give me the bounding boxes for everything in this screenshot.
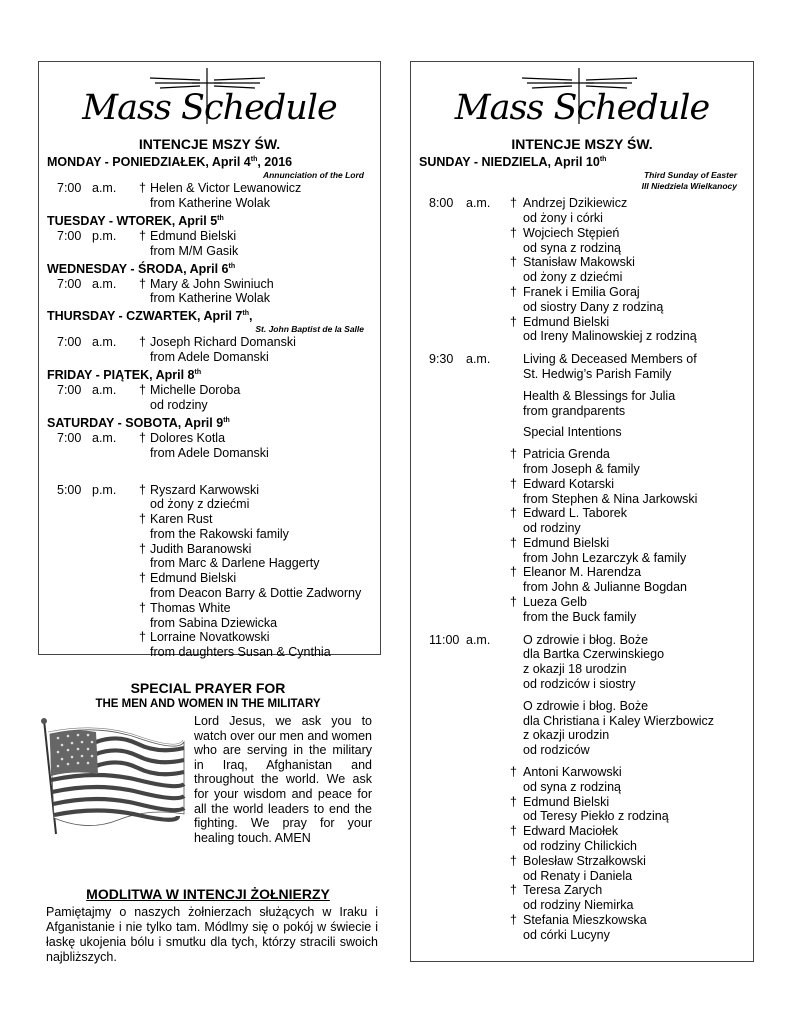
intencje-heading: INTENCJE MSZY ŚW. (511, 136, 653, 152)
mass-ampm: p.m. (92, 228, 117, 243)
intention-text: od rodziców (523, 743, 590, 758)
schedule-line (39, 645, 380, 660)
intention-text: from Deacon Barry & Dottie Zadworny (150, 586, 362, 601)
schedule-line (39, 556, 380, 571)
schedule-line (411, 633, 753, 648)
intention-text: Living & Deceased Members of (523, 352, 697, 367)
schedule-line (411, 315, 753, 330)
intention-text: Joseph Richard Domanski (150, 335, 296, 350)
schedule-line (39, 542, 380, 557)
cross-icon: † (510, 565, 517, 580)
intention-text: Edward Maciołek (523, 824, 619, 839)
modlitwa-title: MODLITWA W INTENCJI ŻOŁNIERZY (86, 886, 330, 902)
schedule-line (411, 824, 753, 839)
cross-icon: † (139, 228, 146, 243)
day-name: WEDNESDAY - ŚRODA, April 6 (47, 261, 229, 276)
cross-icon: † (510, 824, 517, 839)
cross-icon: † (139, 600, 146, 615)
intention-text: from daughters Susan & Cynthia (150, 645, 331, 660)
cross-icon: † (510, 535, 517, 550)
schedule-line (411, 809, 753, 824)
mass-time: 7:00 (57, 335, 82, 350)
intention-text: Michelle Doroba (150, 383, 241, 398)
day-suffix: th (228, 262, 236, 270)
intention-text: Health & Blessings for Julia (523, 388, 676, 403)
day-name: THURSDAY - CZWARTEK, April 7 (47, 309, 243, 324)
schedule-line (39, 512, 380, 527)
intention-text: Edmund Bielski (523, 535, 610, 550)
cross-icon: † (510, 255, 517, 270)
prayer-subtitle: THE MEN AND WOMEN IN THE MILITARY (95, 698, 321, 710)
schedule-line (411, 425, 753, 440)
intention-text: Lueza Gelb (523, 595, 587, 610)
intention-text: from John Lezarczyk & family (523, 550, 687, 565)
day-heading (39, 259, 380, 277)
schedule-line (39, 244, 380, 259)
intention-text: od rodziny (150, 397, 208, 412)
intention-text: Stefania Mieszkowska (523, 913, 647, 928)
intention-text: Wojciech Stępień (523, 225, 620, 240)
intention-text: Judith Baranowski (150, 541, 252, 556)
schedule-line (411, 869, 753, 884)
day-name: FRIDAY - PIĄTEK, April 8 (47, 368, 195, 383)
cross-icon: † (139, 482, 146, 497)
schedule-line (39, 630, 380, 645)
mass-ampm: a.m. (92, 181, 117, 196)
sunday-schedule (411, 196, 753, 942)
intention-text: od Teresy Piekło z rodziną (523, 809, 669, 824)
intention-text: dla Christiana i Kaley Wierzbowicz (523, 713, 715, 728)
schedule-line (39, 196, 380, 211)
intention-text: od rodziny Niemirka (523, 898, 634, 913)
schedule-line (411, 795, 753, 810)
intention-text: od Ireny Malinowskiej z rodziną (523, 329, 697, 344)
schedule-line (411, 647, 753, 662)
intention-text: O zdrowie i błog. Boże (523, 632, 649, 647)
schedule-line (411, 536, 753, 551)
schedule-line (411, 404, 753, 419)
schedule-line (411, 506, 753, 521)
intention-text: Dolores Kotla (150, 430, 226, 445)
schedule-line (39, 446, 380, 461)
schedule-line (411, 521, 753, 536)
day-heading (39, 365, 380, 383)
schedule-line (411, 780, 753, 795)
cross-icon: † (139, 571, 146, 586)
day-heading (39, 306, 380, 324)
schedule-line (39, 601, 380, 616)
schedule-line (411, 839, 753, 854)
cross-icon: † (139, 276, 146, 291)
schedule-line (39, 398, 380, 413)
intention-text: from the Buck family (523, 609, 637, 624)
feast-label: III Niedziela Wielkanocy (641, 181, 737, 192)
intention-text: od rodziny Chilickich (523, 839, 637, 854)
day-name: SATURDAY - SOBOTA, April 9 (47, 415, 224, 430)
intention-text: Patricia Grenda (523, 447, 610, 462)
schedule-line (411, 928, 753, 943)
intention-text: from Marc & Darlene Haggerty (150, 556, 320, 571)
feast-label: Third Sunday of Easter (643, 170, 737, 181)
intention-text: Lorraine Novatkowski (150, 630, 270, 645)
intention-text: Franek i Emilia Goraj (523, 284, 640, 299)
intencje-heading: INTENCJE MSZY ŚW. (138, 136, 281, 152)
day-name: MONDAY - PONIEDZIAŁEK, April 4 (47, 155, 251, 170)
day-suffix: th (242, 310, 249, 318)
schedule-line (411, 367, 753, 382)
schedule-line (411, 728, 753, 743)
schedule-line (411, 477, 753, 492)
cross-icon: † (510, 447, 517, 462)
cross-icon: † (139, 430, 146, 445)
prayer-title: SPECIAL PRAYER FOR (130, 680, 286, 696)
cross-icon: † (510, 794, 517, 809)
mass-schedule-logo (39, 66, 380, 136)
mass-time: 11:00 (429, 632, 460, 647)
feast-label: Annunciation of the Lord (262, 170, 364, 181)
intention-text: od żony z dziećmi (150, 497, 250, 512)
mass-time: 7:00 (57, 383, 82, 398)
intention-text: Teresa Zarych (523, 883, 603, 898)
cross-icon: † (510, 284, 517, 299)
weekday-schedule (39, 152, 380, 660)
schedule-line (411, 551, 753, 566)
cross-icon: † (139, 630, 146, 645)
mass-ampm: p.m. (92, 482, 117, 497)
mass-ampm: a.m. (92, 335, 117, 350)
intention-text: od rodziców i siostry (523, 677, 636, 692)
intention-text: from the Rakowski family (150, 526, 289, 541)
schedule-line (39, 431, 380, 446)
day-heading (39, 152, 380, 170)
mass-ampm: a.m. (466, 196, 491, 211)
cross-icon: † (510, 225, 517, 240)
intention-text: od żony i córki (523, 210, 603, 225)
mass-time: 5:00 (57, 482, 82, 497)
cross-icon: † (510, 765, 517, 780)
intention-text: Eleanor M. Harendza (523, 565, 642, 580)
cross-icon: † (139, 512, 146, 527)
intention-text: od Renaty i Daniela (523, 868, 633, 883)
schedule-line (411, 226, 753, 241)
intention-text: Edmund Bielski (150, 228, 237, 243)
intention-text: Karen Rust (150, 512, 213, 527)
schedule-line (411, 255, 753, 270)
schedule-line (39, 383, 380, 398)
schedule-line (411, 492, 753, 507)
schedule-line (411, 595, 753, 610)
schedule-line (39, 616, 380, 631)
schedule-line (411, 565, 753, 580)
day-year: , 2016 (257, 155, 293, 170)
schedule-line (411, 610, 753, 625)
intention-text: Thomas White (150, 600, 231, 615)
schedule-line (411, 300, 753, 315)
modlitwa-text: Pamiętajmy o naszych żołnierzach służących w Iraku i Afganistanie i nie tylko tam. Módlmy się o pokój w świecie i łaskę ukojenia bólu i smutku dla tych, którzy stracili swoich najbliższych. (46, 905, 378, 964)
logo-text: Mass Schedule (454, 88, 710, 128)
schedule-line (39, 497, 380, 512)
intention-text: from Sabina Dziewicka (150, 615, 278, 630)
intention-text: Antoni Karwowski (523, 765, 622, 780)
schedule-line (411, 211, 753, 226)
intention-text: from Katherine Wolak (150, 195, 270, 210)
schedule-line (411, 285, 753, 300)
schedule-line (411, 743, 753, 758)
schedule-line (411, 662, 753, 677)
schedule-line (39, 229, 380, 244)
prayer-text: Lord Jesus, we ask you to watch over our men and women who are serving in the military in Iraq, Afghanistan and throughout the world. We ask for your wisdom and peace for all the world leaders to end the fighting. We pray for your healing touch. AMEN (194, 714, 372, 845)
intention-text: from John & Julianne Bogdan (523, 580, 687, 595)
schedule-line (411, 580, 753, 595)
intention-text: od syna z rodziną (523, 779, 621, 794)
intention-text: Edward Kotarski (523, 476, 615, 491)
intention-text: Andrzej Dzikiewicz (523, 196, 628, 211)
mass-time: 8:00 (429, 196, 454, 211)
schedule-line (411, 677, 753, 692)
modlitwa-section (38, 886, 378, 965)
intention-text: od siostry Dany z rodziną (523, 299, 664, 314)
mass-ampm: a.m. (466, 352, 491, 367)
intention-text: Edmund Bielski (523, 314, 610, 329)
schedule-line (39, 335, 380, 350)
special-prayer-section (38, 680, 378, 845)
schedule-line (411, 352, 753, 367)
schedule-line (411, 447, 753, 462)
schedule-line (411, 270, 753, 285)
intention-text: Ryszard Karwowski (150, 482, 260, 497)
day-heading (39, 211, 380, 229)
cross-icon: † (139, 335, 146, 350)
day-suffix: th (194, 369, 202, 376)
mass-time: 7:00 (57, 276, 82, 291)
intention-text: od syna z rodziną (523, 240, 621, 255)
intention-text: St. Hedwig’s Parish Family (523, 366, 672, 381)
schedule-line (39, 277, 380, 292)
feast-label: St. John Baptist de la Salle (255, 324, 364, 335)
day-year: , (249, 309, 253, 324)
mass-time: 7:00 (57, 181, 82, 196)
schedule-line (411, 714, 753, 729)
intention-text: Helen & Victor Lewanowicz (150, 181, 302, 196)
schedule-line (411, 913, 753, 928)
cross-icon: † (139, 181, 146, 196)
intention-text: Edward L. Taborek (523, 506, 627, 521)
mass-time: 7:00 (57, 430, 82, 445)
schedule-line (411, 898, 753, 913)
schedule-line (411, 883, 753, 898)
cross-icon: † (510, 314, 517, 329)
intention-text: Edmund Bielski (523, 794, 610, 809)
schedule-line (39, 181, 380, 196)
cross-icon: † (510, 196, 517, 211)
intention-text: from grandparents (523, 403, 626, 418)
schedule-line (411, 329, 753, 344)
intention-text: Special Intentions (523, 425, 622, 440)
mass-schedule-logo (411, 66, 753, 136)
schedule-line (39, 350, 380, 365)
mass-ampm: a.m. (466, 632, 491, 647)
intention-text: od żony z dziećmi (523, 270, 623, 285)
schedule-line (39, 586, 380, 601)
right-schedule-box (410, 61, 754, 962)
intention-text: Stanisław Makowski (523, 255, 635, 270)
intention-text: od rodziny (523, 521, 581, 536)
cross-icon: † (510, 853, 517, 868)
cross-icon: † (139, 541, 146, 556)
intention-text: Mary & John Swiniuch (150, 276, 274, 291)
day-heading (39, 413, 380, 431)
cross-icon: † (510, 913, 517, 928)
schedule-line (411, 854, 753, 869)
intention-text: dla Bartka Czerwinskiego (523, 647, 665, 662)
intention-text: from Joseph & family (523, 461, 640, 476)
schedule-line (411, 389, 753, 404)
schedule-line (411, 699, 753, 714)
mass-ampm: a.m. (92, 383, 117, 398)
day-suffix: th (250, 156, 258, 163)
day-name: TUESDAY - WTOREK, April 5 (47, 213, 218, 228)
intention-text: from M/M Gasik (150, 243, 239, 258)
cross-icon: † (510, 883, 517, 898)
intention-text: z okazji urodzin (523, 728, 610, 743)
schedule-line (39, 527, 380, 542)
intention-text: Bolesław Strzałkowski (523, 853, 646, 868)
intention-text: od córki Lucyny (523, 927, 610, 942)
schedule-line (411, 241, 753, 256)
intention-text: from Katherine Wolak (150, 291, 270, 306)
cross-icon: † (510, 476, 517, 491)
intention-text: O zdrowie i błog. Boże (523, 698, 649, 713)
intention-text: from Adele Domanski (150, 350, 269, 365)
intention-text: from Stephen & Nina Jarkowski (523, 491, 698, 506)
schedule-line (411, 196, 753, 211)
day-suffix: th (217, 214, 224, 222)
mass-ampm: a.m. (92, 430, 117, 445)
mass-ampm: a.m. (92, 276, 117, 291)
mass-time: 7:00 (57, 228, 82, 243)
schedule-line (39, 291, 380, 306)
cross-icon: † (510, 595, 517, 610)
left-schedule-box (38, 61, 381, 660)
cross-icon: † (510, 506, 517, 521)
logo-text: Mass Schedule (82, 88, 337, 128)
mass-time: 9:30 (429, 352, 454, 367)
schedule-line (411, 765, 753, 780)
schedule-line (39, 483, 380, 498)
intention-text: z okazji 18 urodzin (523, 662, 627, 677)
cross-icon: † (139, 383, 146, 398)
sunday-heading: SUNDAY - NIEDZIELA, April 10th (419, 155, 607, 170)
day-suffix: th (223, 416, 230, 424)
american-flag-icon (38, 718, 188, 836)
intention-text: Edmund Bielski (150, 571, 237, 586)
intention-text: from Adele Domanski (150, 445, 269, 460)
schedule-line (39, 571, 380, 586)
schedule-line (411, 462, 753, 477)
